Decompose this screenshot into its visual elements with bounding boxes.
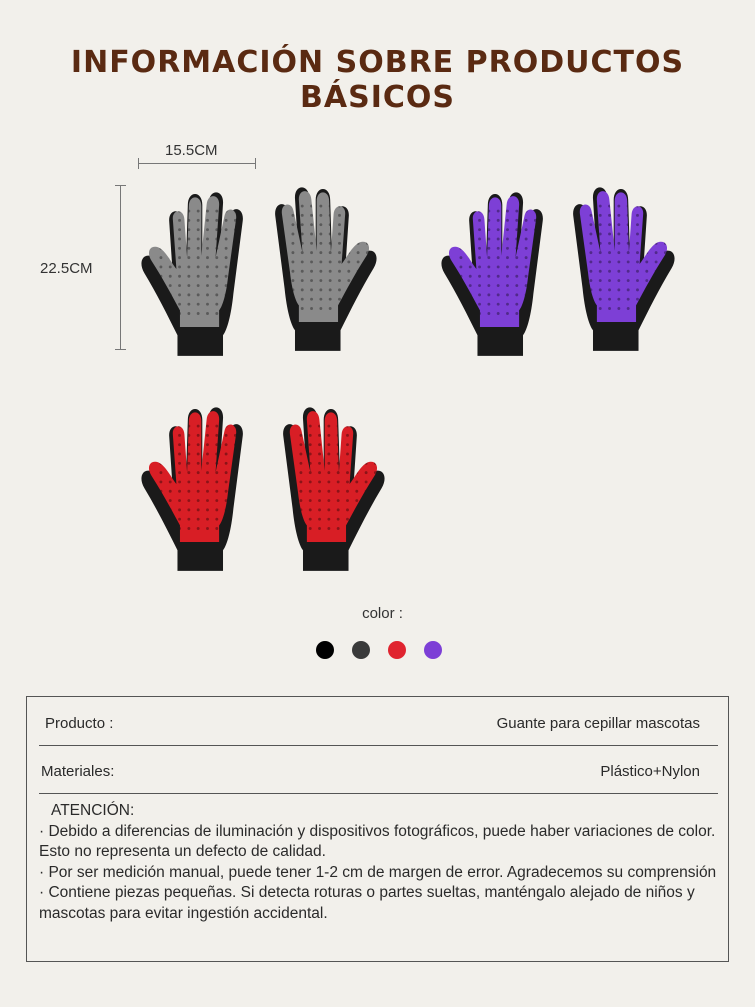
height-measure-line [120, 185, 121, 350]
red-glove-pair-right [270, 395, 396, 573]
attention-heading: ATENCIÓN: [51, 802, 135, 819]
height-dimension-label: 22.5CM [40, 260, 93, 277]
materials-row [39, 745, 718, 794]
purple-glove-pair-right [560, 175, 686, 353]
red-glove-pair-left [130, 395, 256, 573]
note-2: · Por ser medición manual, puede tener 1-2 cm de margen de error. Agradecemos su comprensión [39, 863, 717, 881]
product-value: Guante para cepillar mascotas [496, 715, 700, 732]
materials-value: Plástico+Nylon [600, 763, 700, 780]
materials-label: Materiales: [41, 763, 115, 780]
color-label: color : [362, 605, 403, 622]
color-swatches [316, 641, 442, 659]
width-measure-line [138, 163, 256, 164]
gray-glove-pair-left [130, 180, 256, 358]
color-swatch-2[interactable] [352, 641, 370, 659]
product-row [39, 697, 718, 746]
info-box [26, 696, 729, 962]
product-label: Producto : [45, 715, 114, 732]
note-1: · Debido a diferencias de iluminación y dispositivos fotográficos, puede haber variaciones de color. Esto no representa un defecto de calidad. [39, 822, 716, 860]
width-dimension-label: 15.5CM [165, 142, 218, 159]
gray-glove-pair-right [262, 175, 388, 353]
color-swatch-1[interactable] [316, 641, 334, 659]
color-swatch-3[interactable] [388, 641, 406, 659]
purple-glove-pair-left [430, 180, 556, 358]
page-title: INFORMACIÓN SOBRE PRODUCTOS BÁSICOS [70, 45, 685, 115]
note-3: · Contiene piezas pequeñas. Si detecta roturas o partes sueltas, manténgalo alejado de niños y mascotas para evitar ingestión accidental. [39, 884, 695, 922]
attention-notes [39, 801, 718, 924]
color-swatch-4[interactable] [424, 641, 442, 659]
